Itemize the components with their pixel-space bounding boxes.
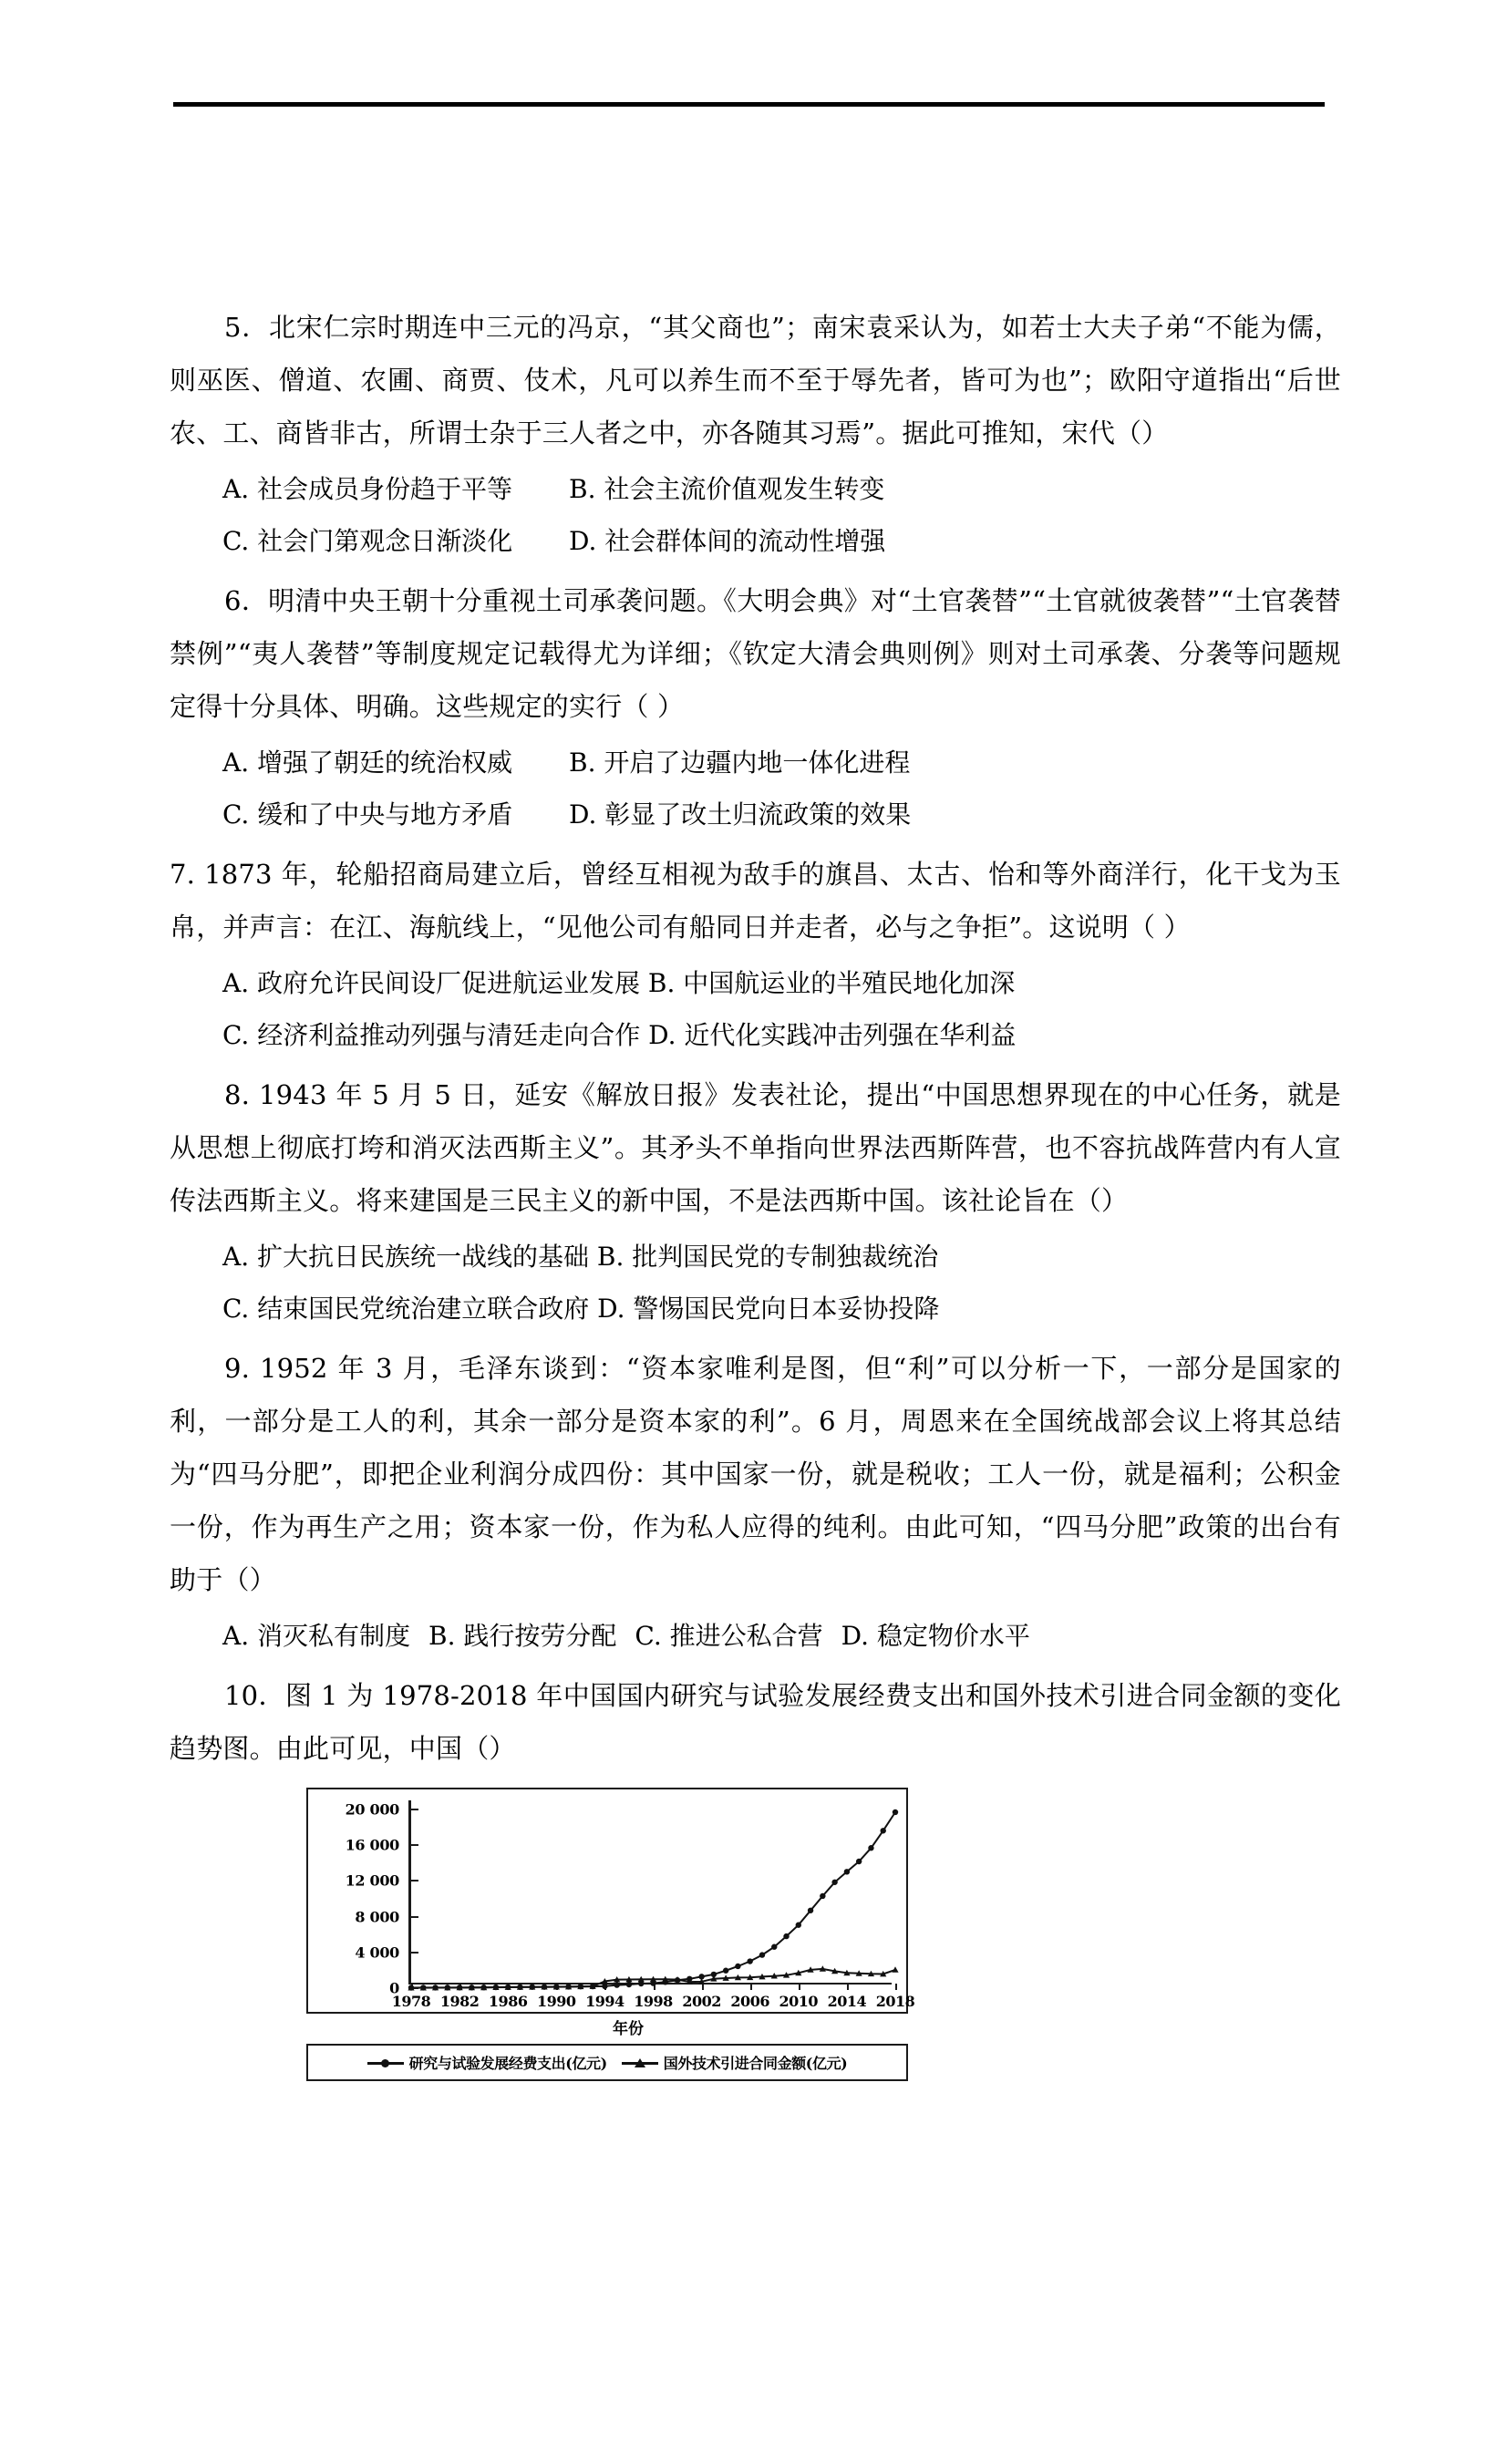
option-row (170, 1283, 1341, 1335)
series-marker (614, 1982, 619, 1987)
x-tick-label: 1982 (439, 1993, 480, 2010)
legend-item-rd (367, 2052, 607, 2073)
figure-1 (306, 1788, 1341, 2081)
legend-label-import: 国外技术引进合同金额(亿元) (663, 2055, 848, 2072)
option-cd[interactable]: C. 结束国民党统治建立联合政府 D. 警惕国民党向日本妥协投降 (222, 1294, 940, 1324)
x-tick-label: 2006 (730, 1993, 769, 2010)
question-8-body: 8. 1943 年 5 月 5 日，延安《解放日报》发表社论，提出“中国思想界现在的中心任务，就是从思想上彻底打垮和消灭法西斯主义”。其矛头不单指向世界法西斯阵营，也不容抗战阵营内有人宣传法西斯主义。将来建国是三民主义的新中国，不是法西斯中国。该社论旨在（） (170, 1079, 1341, 1216)
series-marker (626, 1982, 632, 1987)
chart-series (308, 1789, 910, 2016)
y-tick-label: 4 000 (355, 1943, 399, 1962)
option-c[interactable]: C. 缓和了中央与地方矛盾 (222, 799, 513, 830)
series-marker (771, 1944, 777, 1950)
series-marker (892, 1966, 898, 1972)
series-marker (820, 1893, 825, 1899)
question-7-body: 7. 1873 年，轮船招商局建立后，曾经互相视为敌手的旗昌、太古、怡和等外商洋行，化干戈为玉帛，并声言：在江、海航线上，“见他公司有船同日并走者，必与之争拒”。这说明（ ） (170, 859, 1341, 943)
x-axis-title: 年份 (613, 2020, 644, 2038)
questions-container (170, 301, 1341, 2088)
question-8-options (170, 1231, 1341, 1335)
question-6 (170, 574, 1341, 840)
series-marker (868, 1845, 873, 1851)
x-tick-label: 2014 (827, 1993, 867, 2010)
question-9 (170, 1342, 1341, 1662)
x-tick-label: 1990 (537, 1993, 576, 2010)
series-marker (723, 1968, 728, 1974)
y-tick-label: 16 000 (345, 1836, 399, 1854)
option-row (170, 1009, 1341, 1061)
y-tick-label: 8 000 (355, 1908, 399, 1926)
x-tick-label: 2010 (779, 1993, 819, 2010)
series-marker (831, 1880, 837, 1885)
x-tick-label: 1998 (634, 1993, 673, 2010)
chart-plot-area (306, 1788, 915, 2014)
x-tick-label: 1994 (585, 1993, 624, 2010)
series-marker (856, 1859, 862, 1864)
series-marker (783, 1933, 789, 1939)
question-10 (170, 1669, 1341, 2081)
option-b[interactable]: B. 践行按劳分配 (428, 1621, 617, 1651)
option-row (170, 737, 1341, 789)
option-c[interactable]: C. 推进公私合营 (635, 1621, 823, 1651)
question-7-options (170, 957, 1341, 1061)
option-ab[interactable]: A. 政府允许民间设厂促进航运业发展 B. 中国航运业的半殖民地化加深 (222, 968, 1016, 998)
series-marker (796, 1923, 801, 1928)
question-9-body: 9. 1952 年 3 月，毛泽东谈到：“资本家唯利是图，但“利”可以分析一下，一部分是国家的利，一部分是工人的利，其余一部分是资本家的利”。6 月，周恩来在全国统战部会议上将其总结为“四马分肥”，即把企业利润分成四份：其中国家一份，就是税收；工人一份，就是福利；公积金一份，作为再生产之用；资本家一份，作为私人应得的纯利。由此可知，“四马分肥”政策的出台有助于（） (170, 1353, 1341, 1595)
question-5-options (170, 463, 1341, 567)
option-c[interactable]: C. 社会门第观念日渐淡化 (222, 526, 513, 556)
y-tick-label: 12 000 (345, 1871, 399, 1890)
option-a[interactable]: A. 社会成员身份趋于平等 (222, 474, 513, 504)
x-tick-label: 2002 (682, 1993, 721, 2010)
question-7 (170, 848, 1341, 1061)
page-header-rule (173, 102, 1325, 107)
option-a[interactable]: A. 消灭私有制度 (222, 1621, 411, 1651)
question-6-body: 6．明清中央王朝十分重视土司承袭问题。《大明会典》对“土官袭替”“土官就彼袭替”“土官袭替禁例”“夷人袭替”等制度规定记载得尤为详细；《钦定大清会典则例》则对土司承袭、分袭等问题规定得十分具体、明确。这些规定的实行（ ） (170, 585, 1341, 722)
series-marker (844, 1869, 850, 1874)
line-triangle-marker-icon (622, 2057, 658, 2068)
series-marker (808, 1908, 813, 1913)
question-5-body: 5．北宋仁宗时期连中三元的冯京，“其父商也”；南宋袁采认为，如若士大夫子弟“不能为儒，则巫医、僧道、农圃、商贾、伎术，凡可以养生而不至于辱先者，皆可为也”；欧阳守道指出“后世农、工、商皆非古，所谓士杂于三人者之中，亦各随其习焉”。据此可推知，宋代（） (170, 312, 1341, 448)
option-d[interactable]: D. 稳定物价水平 (841, 1621, 1030, 1651)
series-marker (602, 1984, 607, 1989)
series-marker (881, 1828, 886, 1833)
legend-item-import (622, 2052, 848, 2073)
question-10-body: 10．图 1 为 1978-2018 年中国国内研究与试验发展经费支出和国外技术引进合同金额的变化趋势图。由此可见，中国（） (170, 1680, 1341, 1764)
series-line (411, 1812, 895, 1988)
x-tick-label: 1978 (391, 1993, 431, 2010)
option-ab[interactable]: A. 扩大抗日民族统一战线的基础 B. 批判国民党的专制独裁统治 (222, 1242, 939, 1272)
option-row (170, 789, 1341, 840)
legend-label-rd: 研究与试验发展经费支出(亿元) (408, 2055, 607, 2072)
option-row (170, 957, 1341, 1009)
option-row (170, 1231, 1341, 1283)
series-marker (893, 1809, 898, 1815)
x-tick-label: 2018 (875, 1993, 915, 2010)
option-b[interactable]: B. 开启了边疆内地一体化进程 (569, 747, 911, 778)
option-row (170, 515, 1341, 567)
line-circle-marker-icon (367, 2057, 404, 2068)
option-d[interactable]: D. 社会群体间的流动性增强 (569, 526, 886, 556)
y-tick-label: 0 (389, 1979, 399, 1997)
x-tick-label: 1986 (488, 1993, 528, 2010)
option-cd[interactable]: C. 经济利益推动列强与清廷走向合作 D. 近代化实践冲击列强在华利益 (222, 1020, 1017, 1050)
option-a[interactable]: A. 增强了朝廷的统治权威 (222, 747, 513, 778)
series-marker (759, 1952, 765, 1957)
question-9-options (170, 1610, 1341, 1662)
chart-legend (306, 2044, 908, 2081)
question-6-options (170, 737, 1341, 840)
series-marker (735, 1964, 740, 1969)
series-marker (748, 1958, 753, 1964)
question-8 (170, 1068, 1341, 1335)
option-row (170, 463, 1341, 515)
option-d[interactable]: D. 彰显了改土归流政策的效果 (569, 799, 912, 830)
option-row (170, 1610, 1341, 1662)
y-tick-label: 20 000 (345, 1800, 399, 1819)
option-b[interactable]: B. 社会主流价值观发生转变 (569, 474, 885, 504)
question-5 (170, 301, 1341, 567)
